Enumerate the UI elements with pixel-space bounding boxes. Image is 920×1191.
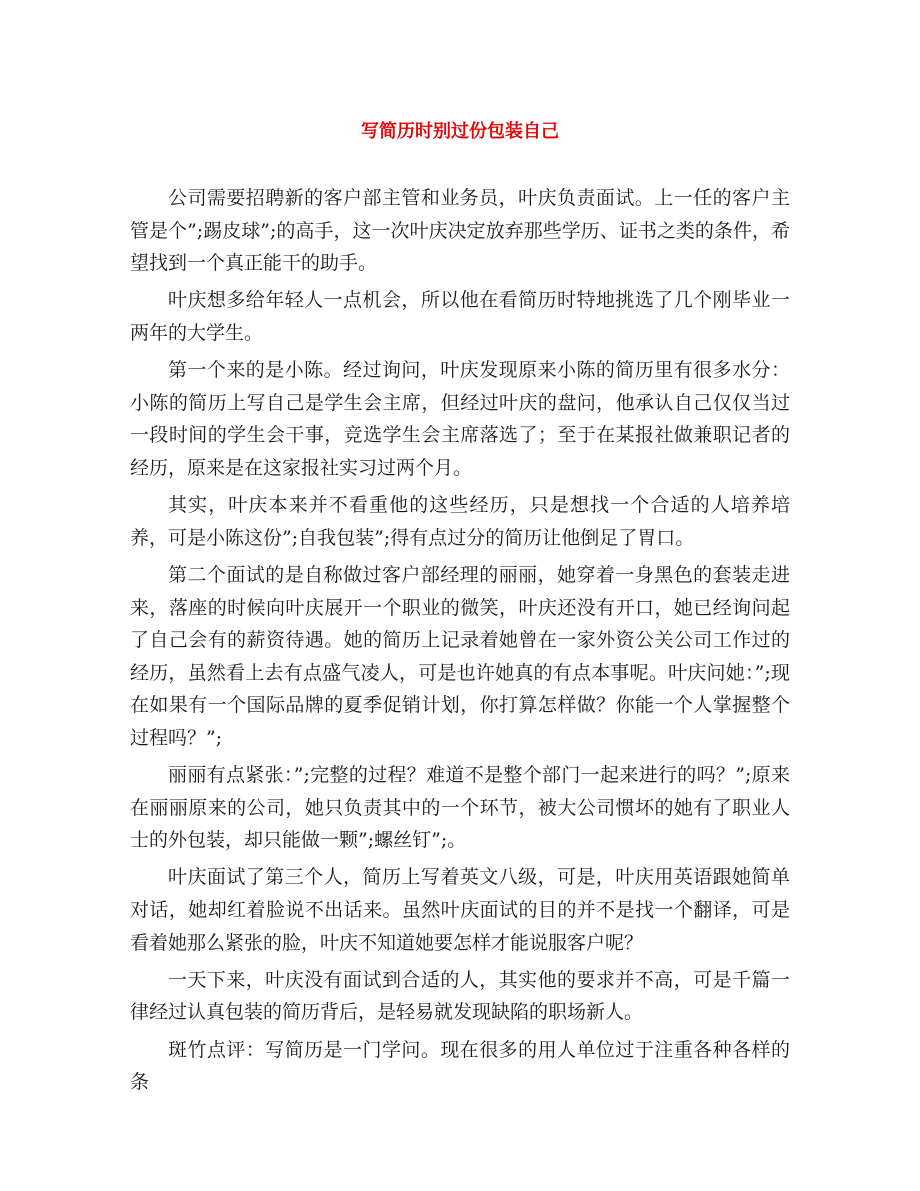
- paragraph: 一天下来，叶庆没有面试到合适的人，其实他的要求并不高，可是千篇一律经过认真包装的简历背后，是轻易就发现缺陷的职场新人。: [130, 968, 790, 1024]
- paragraph: 第二个面试的是自称做过客户部经理的丽丽，她穿着一身黑色的套装走进来，落座的时候向叶庆展开一个职业的微笑，叶庆还没有开口，她已经询问起了自己会有的薪资待遇。她的简历上记录着她曾在一家外资公关公司工作过的经历，虽然看上去有点盛气凌人，可是也许她真的有点本事呢。叶庆问她：”;现在如果有一个国际品牌的夏季促销计划，你打算怎样做？你能一个人掌握整个过程吗？”;: [130, 563, 790, 749]
- paragraph: 丽丽有点紧张：”;完整的过程？难道不是整个部门一起来进行的吗？”;原来在丽丽原来的公司，她只负责其中的一个环节，被大公司惯坏的她有了职业人士的外包装，却只能做一颗”;螺丝钉”;。: [130, 764, 790, 852]
- paragraph: 叶庆想多给年轻人一点机会，所以他在看简历时特地挑选了几个刚毕业一两年的大学生。: [130, 289, 790, 344]
- document-body: [130, 182, 790, 1103]
- paragraph: 叶庆面试了第三个人，简历上写着英文八级，可是，叶庆用英语跟她简单对话，她却红着脸说不出话来。虽然叶庆面试的目的并不是找一个翻译，可是看着她那么紧张的脸，叶庆不知道她要怎样才能说服客户呢？: [130, 866, 790, 954]
- paragraph: 其实，叶庆本来并不看重他的这些经历，只是想找一个合适的人培养培养，可是小陈这份”;自我包装”;得有点过分的简历让他倒足了胃口。: [130, 494, 790, 549]
- paragraph: 第一个来的是小陈。经过询问，叶庆发现原来小陈的简历里有很多水分：小陈的简历上写自己是学生会主席，但经过叶庆的盘问，他承认自己仅仅当过一段时间的学生会干事，竞选学生会主席落选了；至于在某报社做兼职记者的经历，原来是在这家报社实习过两个月。: [130, 359, 790, 479]
- document-title: 写简历时别过份包装自己: [361, 121, 559, 142]
- paragraph: 斑竹点评：写简历是一门学问。现在很多的用人单位过于注重各种各样的条: [130, 1038, 790, 1094]
- paragraph: 公司需要招聘新的客户部主管和业务员，叶庆负责面试。上一任的客户主管是个”;踢皮球”;的高手，这一次叶庆决定放弃那些学历、证书之类的条件，希望找到一个真正能干的助手。: [130, 187, 790, 275]
